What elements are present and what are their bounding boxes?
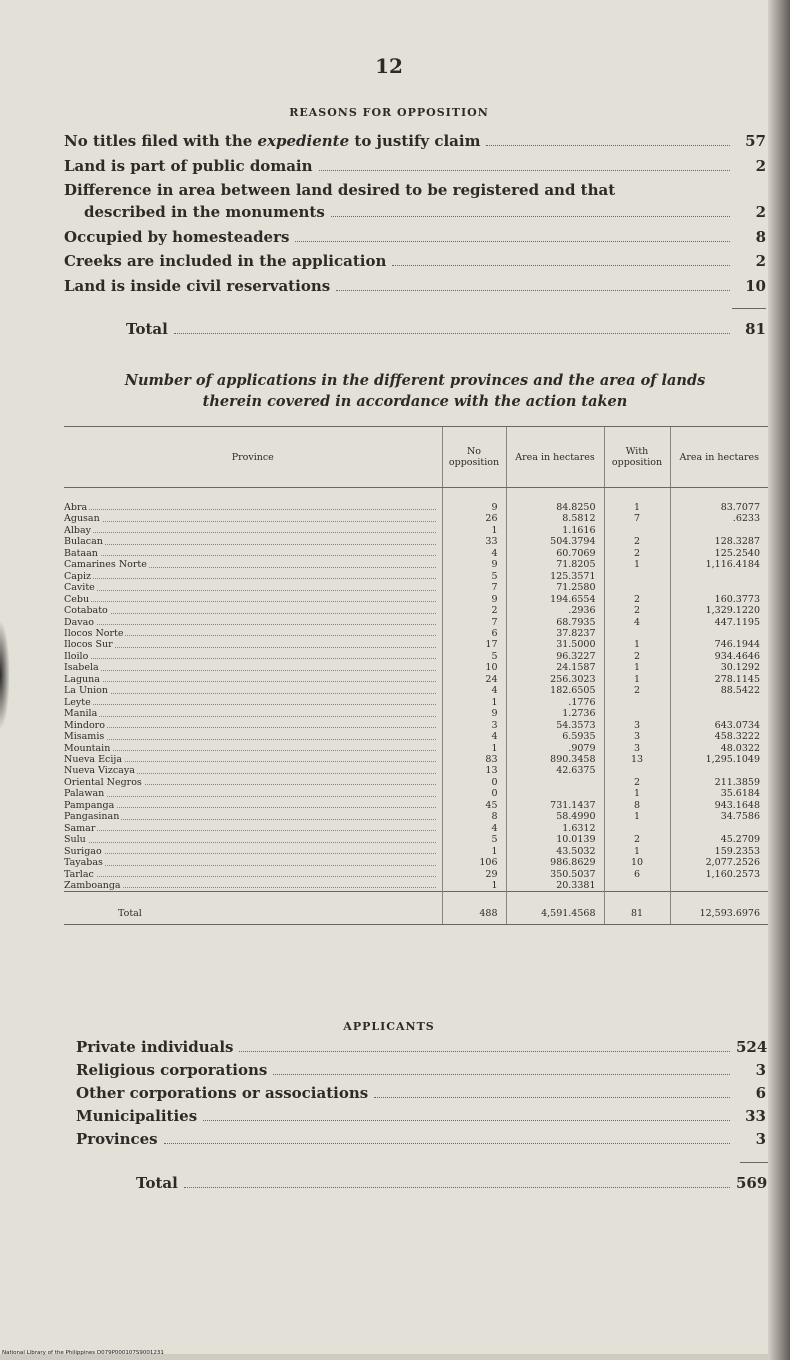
table-row <box>64 674 768 685</box>
no-opposition-count: 1 <box>442 880 506 892</box>
no-opposition-count: 0 <box>442 788 506 799</box>
area-no-opposition: 96.3227 <box>506 651 604 662</box>
no-opposition-count: 13 <box>442 765 506 776</box>
table-row <box>64 617 768 628</box>
table-row <box>64 488 768 514</box>
table-row <box>64 731 768 742</box>
area-with-opposition <box>670 823 768 834</box>
province-name: Bataan <box>64 548 442 559</box>
area-with-opposition: 447.1195 <box>670 617 768 628</box>
applicants-total <box>136 1174 766 1197</box>
area-with-opposition: 1,160.2573 <box>670 869 768 880</box>
total-area-2: 12,593.6976 <box>670 892 768 925</box>
table-row <box>64 605 768 616</box>
table-header-row <box>64 427 768 488</box>
area-with-opposition: 1,329.1220 <box>670 605 768 616</box>
applicants-heading: APPLICANTS <box>343 1020 435 1033</box>
area-no-opposition <box>506 788 604 799</box>
footer-credit: National Library of the Philippines D079P000107S9001231 <box>2 1350 164 1356</box>
province-name: Nueva Vizcaya <box>64 765 442 776</box>
list-item: Other corporations or associations 6 <box>76 1084 766 1102</box>
area-with-opposition: 30.1292 <box>670 662 768 673</box>
area-with-opposition <box>670 765 768 776</box>
area-no-opposition: 1.2736 <box>506 708 604 719</box>
area-no-opposition: .1776 <box>506 697 604 708</box>
with-opposition-count: 2 <box>604 651 670 662</box>
province-name: Manila <box>64 708 442 719</box>
with-opposition-count: 7 <box>604 513 670 524</box>
with-opposition-count: 1 <box>604 488 670 514</box>
table-row <box>64 662 768 673</box>
with-opposition-count: 1 <box>604 662 670 673</box>
table-row <box>64 811 768 822</box>
area-with-opposition: 35.6184 <box>670 788 768 799</box>
area-with-opposition: 88.5422 <box>670 685 768 696</box>
province-name: Oriental Negros <box>64 777 442 788</box>
with-opposition-count: 2 <box>604 594 670 605</box>
province-name: Camarines Norte <box>64 559 442 570</box>
no-opposition-count: 8 <box>442 811 506 822</box>
header-province: Province <box>64 427 442 488</box>
with-opposition-count: 6 <box>604 869 670 880</box>
table-row <box>64 651 768 662</box>
with-opposition-count: 1 <box>604 811 670 822</box>
area-with-opposition: .6233 <box>670 513 768 524</box>
no-opposition-count: 10 <box>442 662 506 673</box>
no-opposition-count: 1 <box>442 525 506 536</box>
no-opposition-count: 5 <box>442 571 506 582</box>
area-no-opposition: 37.8237 <box>506 628 604 639</box>
page-number: 12 <box>375 54 403 78</box>
area-no-opposition: 68.7935 <box>506 617 604 628</box>
no-opposition-count: 33 <box>442 536 506 547</box>
province-name: Nueva Ecija <box>64 754 442 765</box>
area-with-opposition: 48.0322 <box>670 743 768 754</box>
area-with-opposition: 2,077.2526 <box>670 857 768 868</box>
table-row <box>64 685 768 696</box>
no-opposition-count: 0 <box>442 777 506 788</box>
no-opposition-count: 9 <box>442 708 506 719</box>
list-item: Provinces 3 <box>76 1130 766 1148</box>
province-name: Bulacan <box>64 536 442 547</box>
area-no-opposition: 504.3794 <box>506 536 604 547</box>
no-opposition-count: 4 <box>442 731 506 742</box>
province-name: La Union <box>64 685 442 696</box>
province-name: Leyte <box>64 697 442 708</box>
with-opposition-count: 2 <box>604 834 670 845</box>
table-row <box>64 754 768 765</box>
total-label: Total <box>136 1174 178 1192</box>
no-opposition-count: 1 <box>442 743 506 754</box>
no-opposition-count: 1 <box>442 846 506 857</box>
area-with-opposition <box>670 525 768 536</box>
table-row <box>64 743 768 754</box>
province-name: Agusan <box>64 513 442 524</box>
table-row <box>64 548 768 559</box>
province-name: Isabela <box>64 662 442 673</box>
area-no-opposition: 890.3458 <box>506 754 604 765</box>
area-with-opposition: 934.4646 <box>670 651 768 662</box>
area-no-opposition: 20.3381 <box>506 880 604 892</box>
table-row <box>64 869 768 880</box>
table-row <box>64 777 768 788</box>
total-with-opposition: 81 <box>604 892 670 925</box>
no-opposition-count: 106 <box>442 857 506 868</box>
province-name: Mountain <box>64 743 442 754</box>
no-opposition-count: 83 <box>442 754 506 765</box>
table-row <box>64 513 768 524</box>
table-row <box>64 846 768 857</box>
table-row <box>64 765 768 776</box>
area-with-opposition: 34.7586 <box>670 811 768 822</box>
with-opposition-count: 3 <box>604 743 670 754</box>
area-no-opposition: 6.5935 <box>506 731 604 742</box>
province-name: Tarlac <box>64 869 442 880</box>
area-with-opposition <box>670 708 768 719</box>
table-row <box>64 788 768 799</box>
area-no-opposition: 24.1587 <box>506 662 604 673</box>
total-value: 81 <box>745 320 766 338</box>
table-row <box>64 697 768 708</box>
province-name: Laguna <box>64 674 442 685</box>
province-name: Palawan <box>64 788 442 799</box>
with-opposition-count: 3 <box>604 731 670 742</box>
list-item: Land is part of public domain 2 <box>64 156 766 175</box>
area-no-opposition: 1.1616 <box>506 525 604 536</box>
no-opposition-count: 4 <box>442 548 506 559</box>
table-row <box>64 582 768 593</box>
with-opposition-count: 10 <box>604 857 670 868</box>
with-opposition-count: 2 <box>604 605 670 616</box>
area-with-opposition: 83.7077 <box>670 488 768 514</box>
province-name: Cotabato <box>64 605 442 616</box>
province-name: Ilocos Sur <box>64 639 442 650</box>
area-no-opposition: .2936 <box>506 605 604 616</box>
with-opposition-count: 1 <box>604 846 670 857</box>
no-opposition-count: 3 <box>442 720 506 731</box>
with-opposition-count <box>604 582 670 593</box>
area-no-opposition: 54.3573 <box>506 720 604 731</box>
list-item: Municipalities 33 <box>76 1107 766 1125</box>
with-opposition-count <box>604 880 670 892</box>
with-opposition-count: 2 <box>604 536 670 547</box>
province-name: Samar <box>64 823 442 834</box>
total-label: Total <box>126 320 168 338</box>
header-area-2: Area in hectares <box>670 427 768 488</box>
province-name: Pangasinan <box>64 811 442 822</box>
area-with-opposition <box>670 697 768 708</box>
province-name: Cebu <box>64 594 442 605</box>
table-row <box>64 536 768 547</box>
area-no-opposition: 1.6312 <box>506 823 604 834</box>
with-opposition-count: 8 <box>604 800 670 811</box>
area-with-opposition: 125.2540 <box>670 548 768 559</box>
no-opposition-count: 7 <box>442 617 506 628</box>
area-with-opposition: 458.3222 <box>670 731 768 742</box>
no-opposition-count: 45 <box>442 800 506 811</box>
no-opposition-count: 5 <box>442 651 506 662</box>
no-opposition-count: 9 <box>442 559 506 570</box>
area-with-opposition: 211.3859 <box>670 777 768 788</box>
area-with-opposition: 1,295.1049 <box>670 754 768 765</box>
no-opposition-count: 24 <box>442 674 506 685</box>
area-no-opposition: 10.0139 <box>506 834 604 845</box>
area-no-opposition: 71.2580 <box>506 582 604 593</box>
list-item: Religious corporations 3 <box>76 1061 766 1079</box>
applicants-list <box>76 1038 766 1153</box>
no-opposition-count: 26 <box>442 513 506 524</box>
area-no-opposition: 71.8205 <box>506 559 604 570</box>
reasons-total <box>126 320 766 345</box>
area-no-opposition: 731.1437 <box>506 800 604 811</box>
area-no-opposition: 31.5000 <box>506 639 604 650</box>
province-table <box>64 426 768 925</box>
area-with-opposition: 128.3287 <box>670 536 768 547</box>
with-opposition-count <box>604 697 670 708</box>
area-with-opposition <box>670 582 768 593</box>
area-with-opposition: 159.2353 <box>670 846 768 857</box>
header-area-1: Area in hectares <box>506 427 604 488</box>
list-item: No titles filed with the expediente to justify claim 57 <box>64 132 766 150</box>
no-opposition-count: 9 <box>442 488 506 514</box>
list-item: Land is inside civil reservations 10 <box>64 276 766 295</box>
no-opposition-count: 2 <box>442 605 506 616</box>
list-item: Occupied by homesteaders 8 <box>64 227 766 246</box>
sum-rule <box>740 1162 770 1163</box>
area-with-opposition: 643.0734 <box>670 720 768 731</box>
province-name: Davao <box>64 617 442 628</box>
total-area-1: 4,591.4568 <box>506 892 604 925</box>
list-item: described in the monuments 2 <box>84 203 766 222</box>
area-with-opposition: 278.1145 <box>670 674 768 685</box>
area-no-opposition: 58.4990 <box>506 811 604 822</box>
no-opposition-count: 4 <box>442 823 506 834</box>
area-no-opposition: 125.3571 <box>506 571 604 582</box>
area-no-opposition: 42.6375 <box>506 765 604 776</box>
table-row <box>64 628 768 639</box>
table-title: Number of applications in the different provinces and the area of lands therein covered in accordance with the action taken <box>124 372 706 410</box>
area-with-opposition: 1,116.4184 <box>670 559 768 570</box>
no-opposition-count: 9 <box>442 594 506 605</box>
area-no-opposition: 350.5037 <box>506 869 604 880</box>
area-no-opposition: 43.5032 <box>506 846 604 857</box>
area-no-opposition: 986.8629 <box>506 857 604 868</box>
province-name: Albay <box>64 525 442 536</box>
table-row <box>64 720 768 731</box>
with-opposition-count: 2 <box>604 777 670 788</box>
area-with-opposition: 45.2709 <box>670 834 768 845</box>
table-row <box>64 559 768 570</box>
with-opposition-count <box>604 525 670 536</box>
with-opposition-count: 1 <box>604 788 670 799</box>
header-with-opposition: With opposition <box>604 427 670 488</box>
area-no-opposition <box>506 777 604 788</box>
table-row <box>64 571 768 582</box>
table-row <box>64 639 768 650</box>
no-opposition-count: 6 <box>442 628 506 639</box>
with-opposition-count: 2 <box>604 685 670 696</box>
table-row <box>64 708 768 719</box>
with-opposition-count <box>604 765 670 776</box>
area-no-opposition: 84.8250 <box>506 488 604 514</box>
with-opposition-count <box>604 628 670 639</box>
area-no-opposition: 182.6505 <box>506 685 604 696</box>
province-name: Surigao <box>64 846 442 857</box>
no-opposition-count: 1 <box>442 697 506 708</box>
total-label: Total <box>64 892 442 925</box>
area-with-opposition <box>670 880 768 892</box>
table-total-row <box>64 892 768 925</box>
with-opposition-count <box>604 708 670 719</box>
list-item: Private individuals 524 <box>76 1038 768 1056</box>
with-opposition-count: 4 <box>604 617 670 628</box>
province-name: Sulu <box>64 834 442 845</box>
no-opposition-count: 29 <box>442 869 506 880</box>
province-name: Pampanga <box>64 800 442 811</box>
province-name: Ilocos Norte <box>64 628 442 639</box>
area-no-opposition: 60.7069 <box>506 548 604 559</box>
province-name: Tayabas <box>64 857 442 868</box>
with-opposition-count: 1 <box>604 674 670 685</box>
area-with-opposition: 160.3773 <box>670 594 768 605</box>
province-name: Mindoro <box>64 720 442 731</box>
province-name: Iloilo <box>64 651 442 662</box>
with-opposition-count: 3 <box>604 720 670 731</box>
total-value: 569 <box>736 1174 768 1192</box>
list-item: Creeks are included in the application 2 <box>64 252 766 271</box>
table-row <box>64 823 768 834</box>
with-opposition-count: 1 <box>604 559 670 570</box>
no-opposition-count: 7 <box>442 582 506 593</box>
province-name: Capiz <box>64 571 442 582</box>
area-with-opposition: 943.1648 <box>670 800 768 811</box>
total-no-opposition: 488 <box>442 892 506 925</box>
table-row <box>64 525 768 536</box>
no-opposition-count: 17 <box>442 639 506 650</box>
province-name: Misamis <box>64 731 442 742</box>
table-row <box>64 834 768 845</box>
reasons-list <box>64 132 766 302</box>
area-with-opposition: 746.1944 <box>670 639 768 650</box>
with-opposition-count <box>604 571 670 582</box>
with-opposition-count: 1 <box>604 639 670 650</box>
with-opposition-count: 13 <box>604 754 670 765</box>
with-opposition-count: 2 <box>604 548 670 559</box>
no-opposition-count: 4 <box>442 685 506 696</box>
table-row <box>64 800 768 811</box>
area-no-opposition: 8.5812 <box>506 513 604 524</box>
page-edge-shadow <box>0 620 10 730</box>
list-item: Difference in area between land desired to be registered and that <box>64 181 616 200</box>
area-with-opposition <box>670 571 768 582</box>
province-name: Cavite <box>64 582 442 593</box>
area-no-opposition: .9079 <box>506 743 604 754</box>
header-no-opposition: No opposition <box>442 427 506 488</box>
book-spine-shadow <box>768 0 790 1360</box>
table-row <box>64 857 768 868</box>
with-opposition-count <box>604 823 670 834</box>
area-no-opposition: 256.3023 <box>506 674 604 685</box>
table-row <box>64 880 768 892</box>
area-no-opposition: 194.6554 <box>506 594 604 605</box>
table-row <box>64 594 768 605</box>
area-with-opposition <box>670 628 768 639</box>
reasons-heading: REASONS FOR OPPOSITION <box>289 106 489 119</box>
province-name: Zamboanga <box>64 880 442 892</box>
province-name: Abra <box>64 488 442 514</box>
sum-rule <box>732 308 766 309</box>
no-opposition-count: 5 <box>442 834 506 845</box>
